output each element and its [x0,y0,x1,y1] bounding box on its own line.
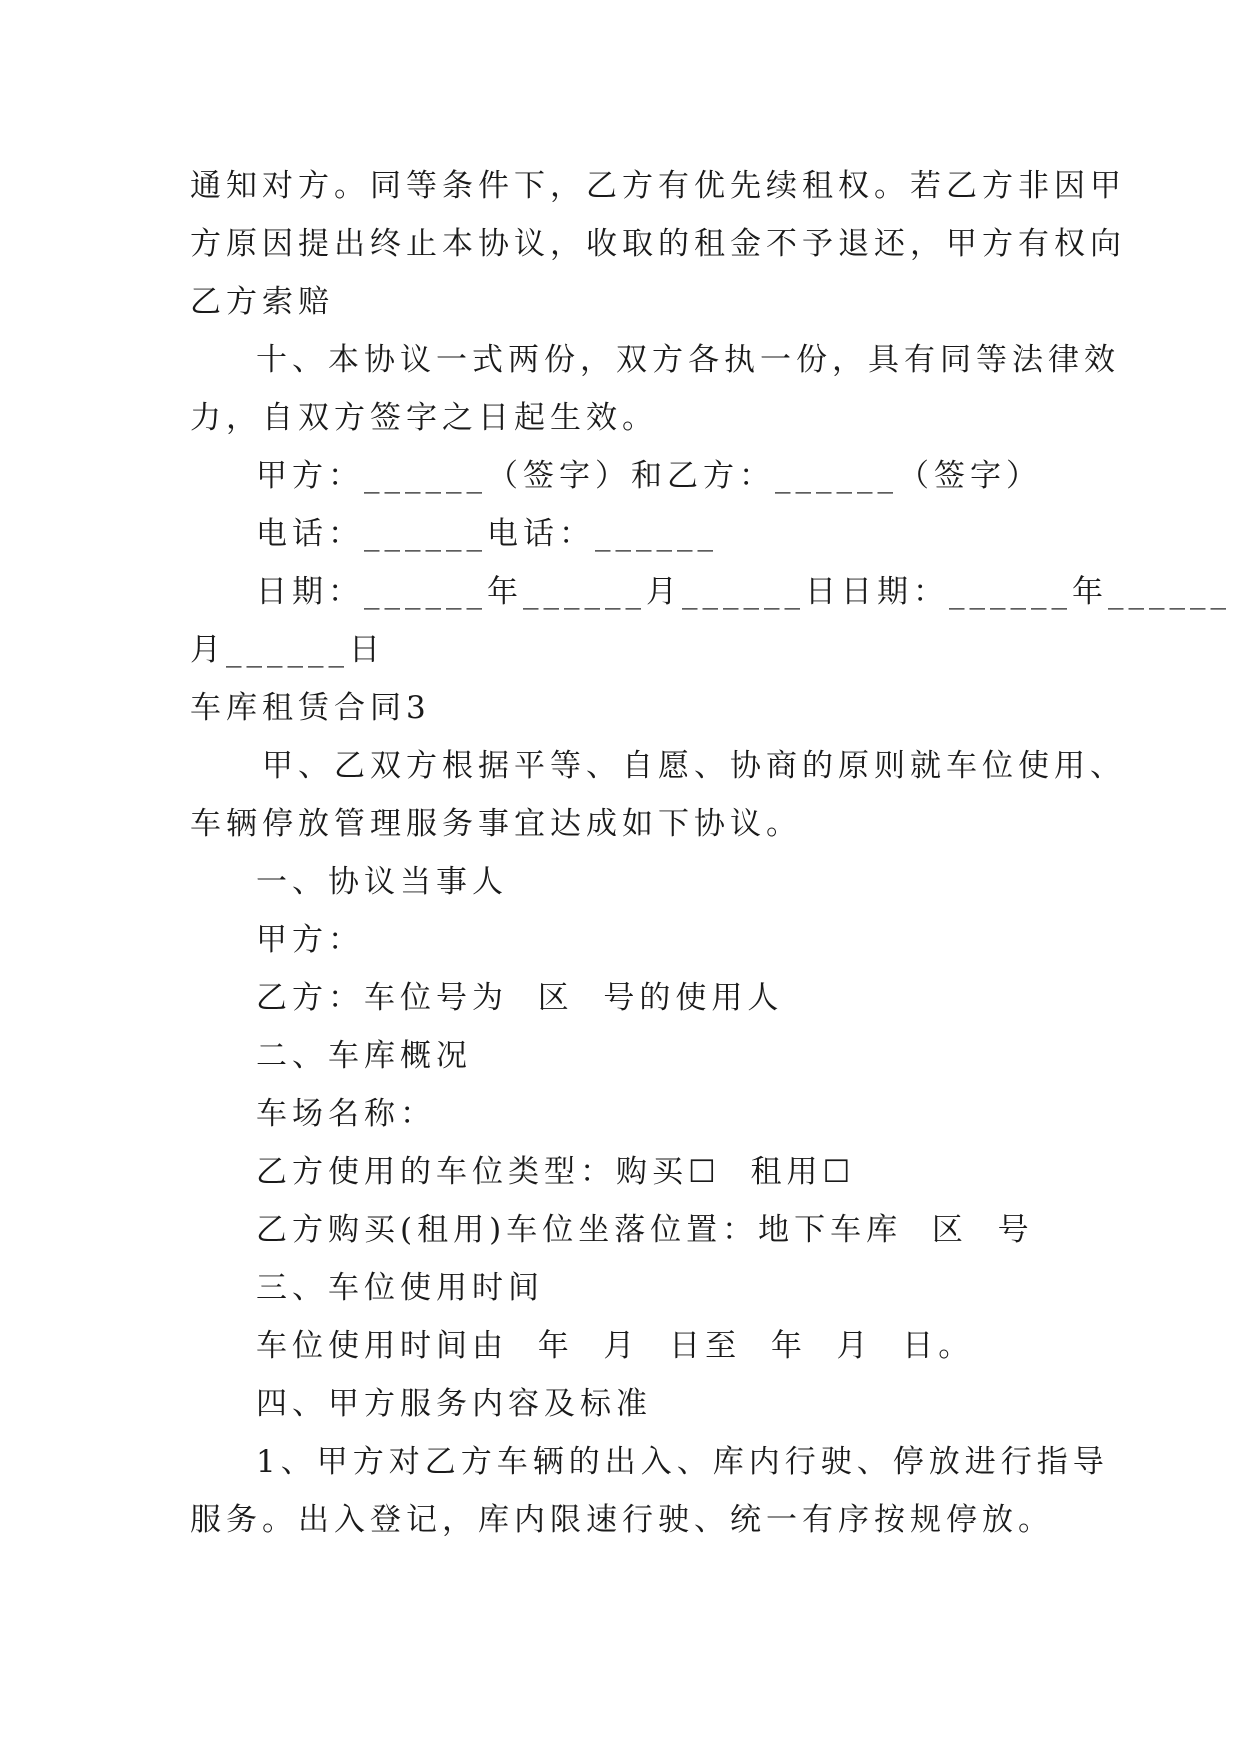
paragraph-line: 车位使用时间由 年 月 日至 年 月 日。 [256,1328,975,1364]
clause-heading: 一、协议当事人 [256,864,508,900]
clause-heading: 二、车库概况 [256,1038,472,1074]
clause-heading: 三、车位使用时间 [256,1270,544,1306]
paragraph-line: 车辆停放管理服务事宜达成如下协议。 [190,806,802,842]
date-line-cont: 月______日 [190,632,385,668]
date-line: 日期：______年______月______日日期：______年______ [256,574,1231,610]
paragraph-line: 车场名称： [256,1096,436,1132]
paragraph-line: 乙方使用的车位类型：购买☐ 租用☐ [256,1154,856,1190]
clause-heading: 四、甲方服务内容及标准 [256,1386,652,1422]
paragraph-line: 十、本协议一式两份，双方各执一份，具有同等法律效 [256,342,1120,378]
party-b-line: 乙方：车位号为 区 号的使用人 [256,980,784,1016]
paragraph-line: 服务。出入登记，库内限速行驶、统一有序按规停放。 [190,1502,1054,1538]
paragraph-line: 力，自双方签字之日起生效。 [190,400,658,436]
party-a-line: 甲方： [256,922,364,958]
paragraph-line: 乙方索赔 [190,284,334,320]
section-title: 车库租赁合同3 [190,690,431,726]
paragraph-line: 1、甲方对乙方车辆的出入、库内行驶、停放进行指导 [256,1444,1109,1480]
paragraph-line: 乙方购买(租用)车位坐落位置：地下车库 区 号 [256,1212,1034,1248]
phone-line: 电话：______电话：______ [256,516,718,552]
paragraph-line: 通知对方。同等条件下，乙方有优先续租权。若乙方非因甲 [190,168,1126,204]
paragraph-line: 甲、乙双方根据平等、自愿、协商的原则就车位使用、 [262,748,1126,784]
paragraph-line: 方原因提出终止本协议，收取的租金不予退还，甲方有权向 [190,226,1126,262]
signature-line: 甲方：______（签字）和乙方：______（签字） [256,458,1042,494]
